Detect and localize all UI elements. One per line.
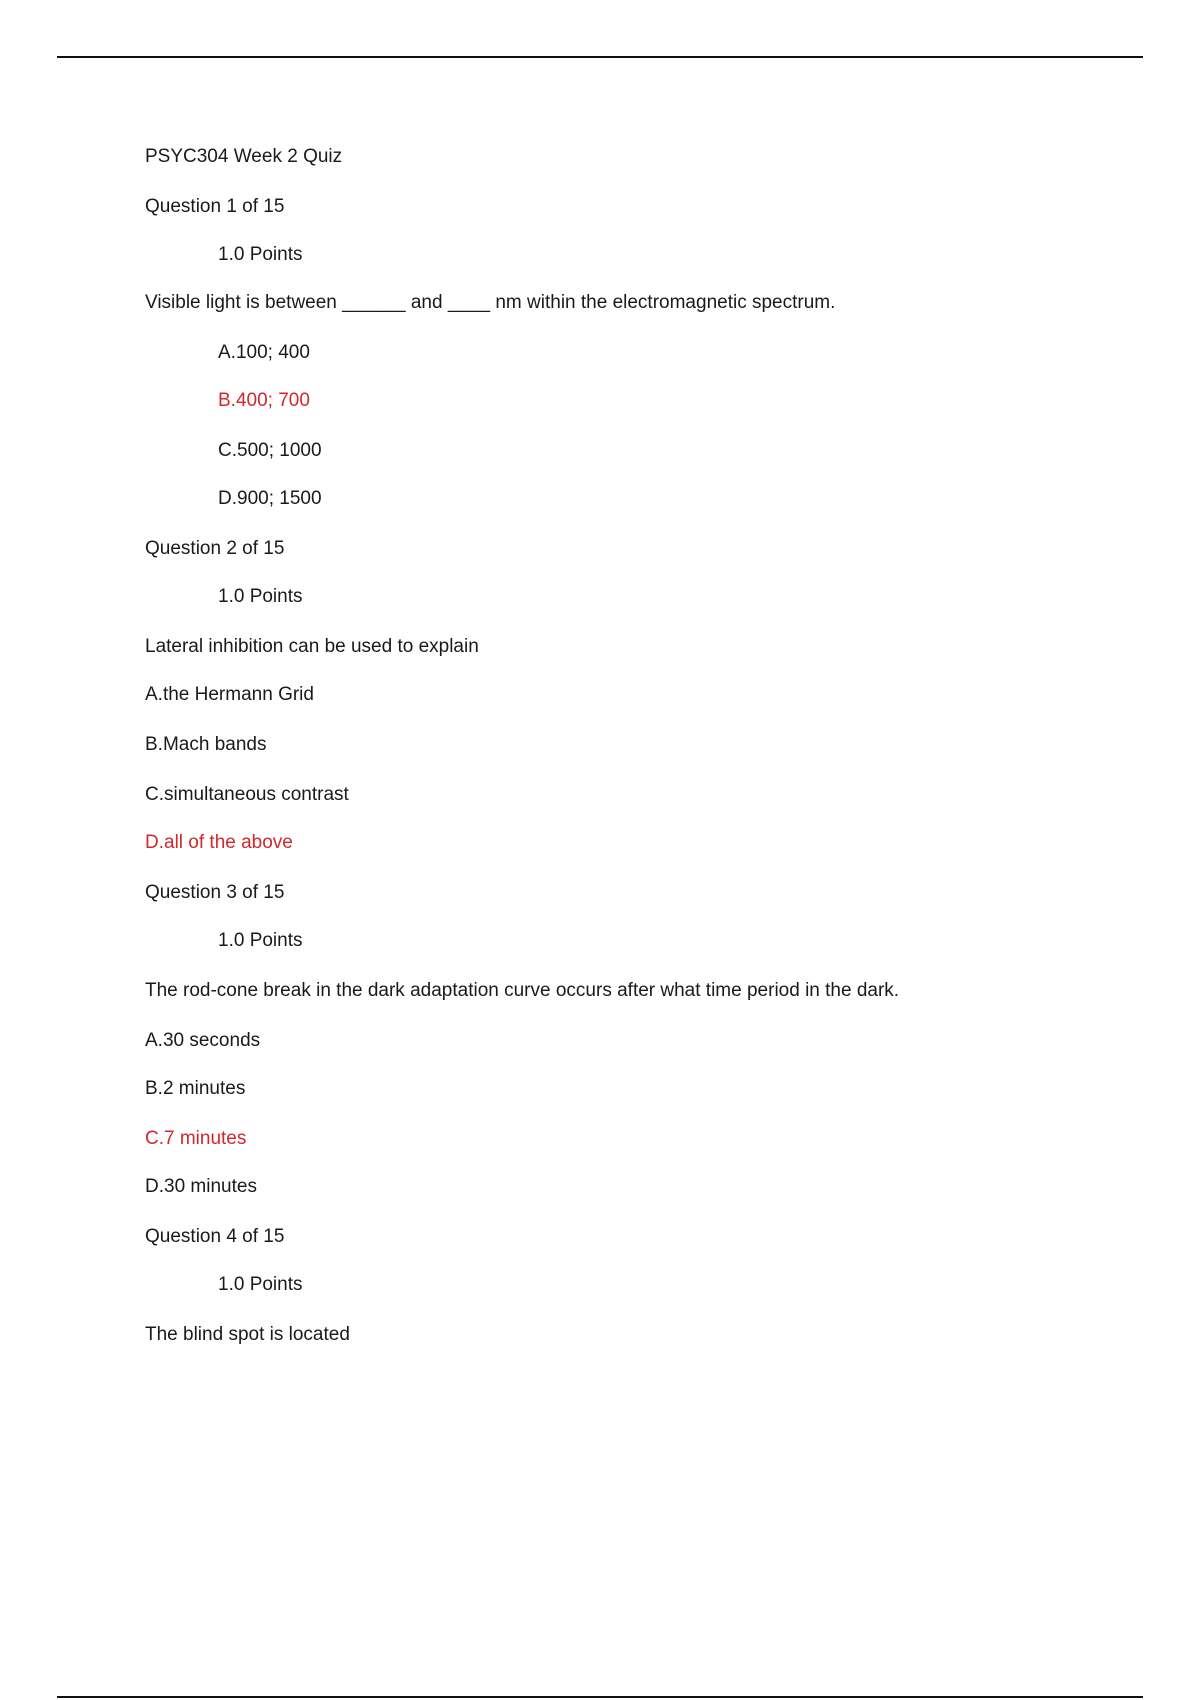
question-2-option-d-correct: D.all of the above bbox=[145, 832, 293, 853]
question-3-points: 1.0 Points bbox=[218, 930, 303, 951]
question-2-option-c: C.simultaneous contrast bbox=[145, 784, 349, 805]
quiz-title: PSYC304 Week 2 Quiz bbox=[145, 146, 343, 167]
question-1-option-b-correct: B.400; 700 bbox=[218, 390, 310, 411]
question-3-option-b: B.2 minutes bbox=[145, 1078, 246, 1099]
question-4-header: Question 4 of 15 bbox=[145, 1226, 285, 1247]
question-4-points: 1.0 Points bbox=[218, 1274, 303, 1295]
question-4-prompt: The blind spot is located bbox=[145, 1324, 350, 1345]
footer-rule bbox=[57, 1696, 1143, 1698]
header-rule bbox=[57, 56, 1143, 58]
question-3-prompt: The rod-cone break in the dark adaptation curve occurs after what time period in the dark. bbox=[145, 980, 900, 1001]
question-2-points: 1.0 Points bbox=[218, 586, 303, 607]
question-3-option-c-correct: C.7 minutes bbox=[145, 1128, 247, 1149]
question-1-option-c: C.500; 1000 bbox=[218, 440, 322, 461]
question-3-option-a: A.30 seconds bbox=[145, 1030, 261, 1051]
question-1-prompt: Visible light is between ______ and ____ nm within the electromagnetic spectrum. bbox=[145, 292, 836, 313]
question-2-prompt: Lateral inhibition can be used to explain bbox=[145, 636, 479, 657]
question-3-option-d: D.30 minutes bbox=[145, 1176, 257, 1197]
question-2-header: Question 2 of 15 bbox=[145, 538, 285, 559]
question-3-header: Question 3 of 15 bbox=[145, 882, 285, 903]
question-2-option-a: A.the Hermann Grid bbox=[145, 684, 314, 705]
question-1-points: 1.0 Points bbox=[218, 244, 303, 265]
question-1-header: Question 1 of 15 bbox=[145, 196, 285, 217]
question-1-option-d: D.900; 1500 bbox=[218, 488, 322, 509]
question-2-option-b: B.Mach bands bbox=[145, 734, 267, 755]
question-1-option-a: A.100; 400 bbox=[218, 342, 310, 363]
